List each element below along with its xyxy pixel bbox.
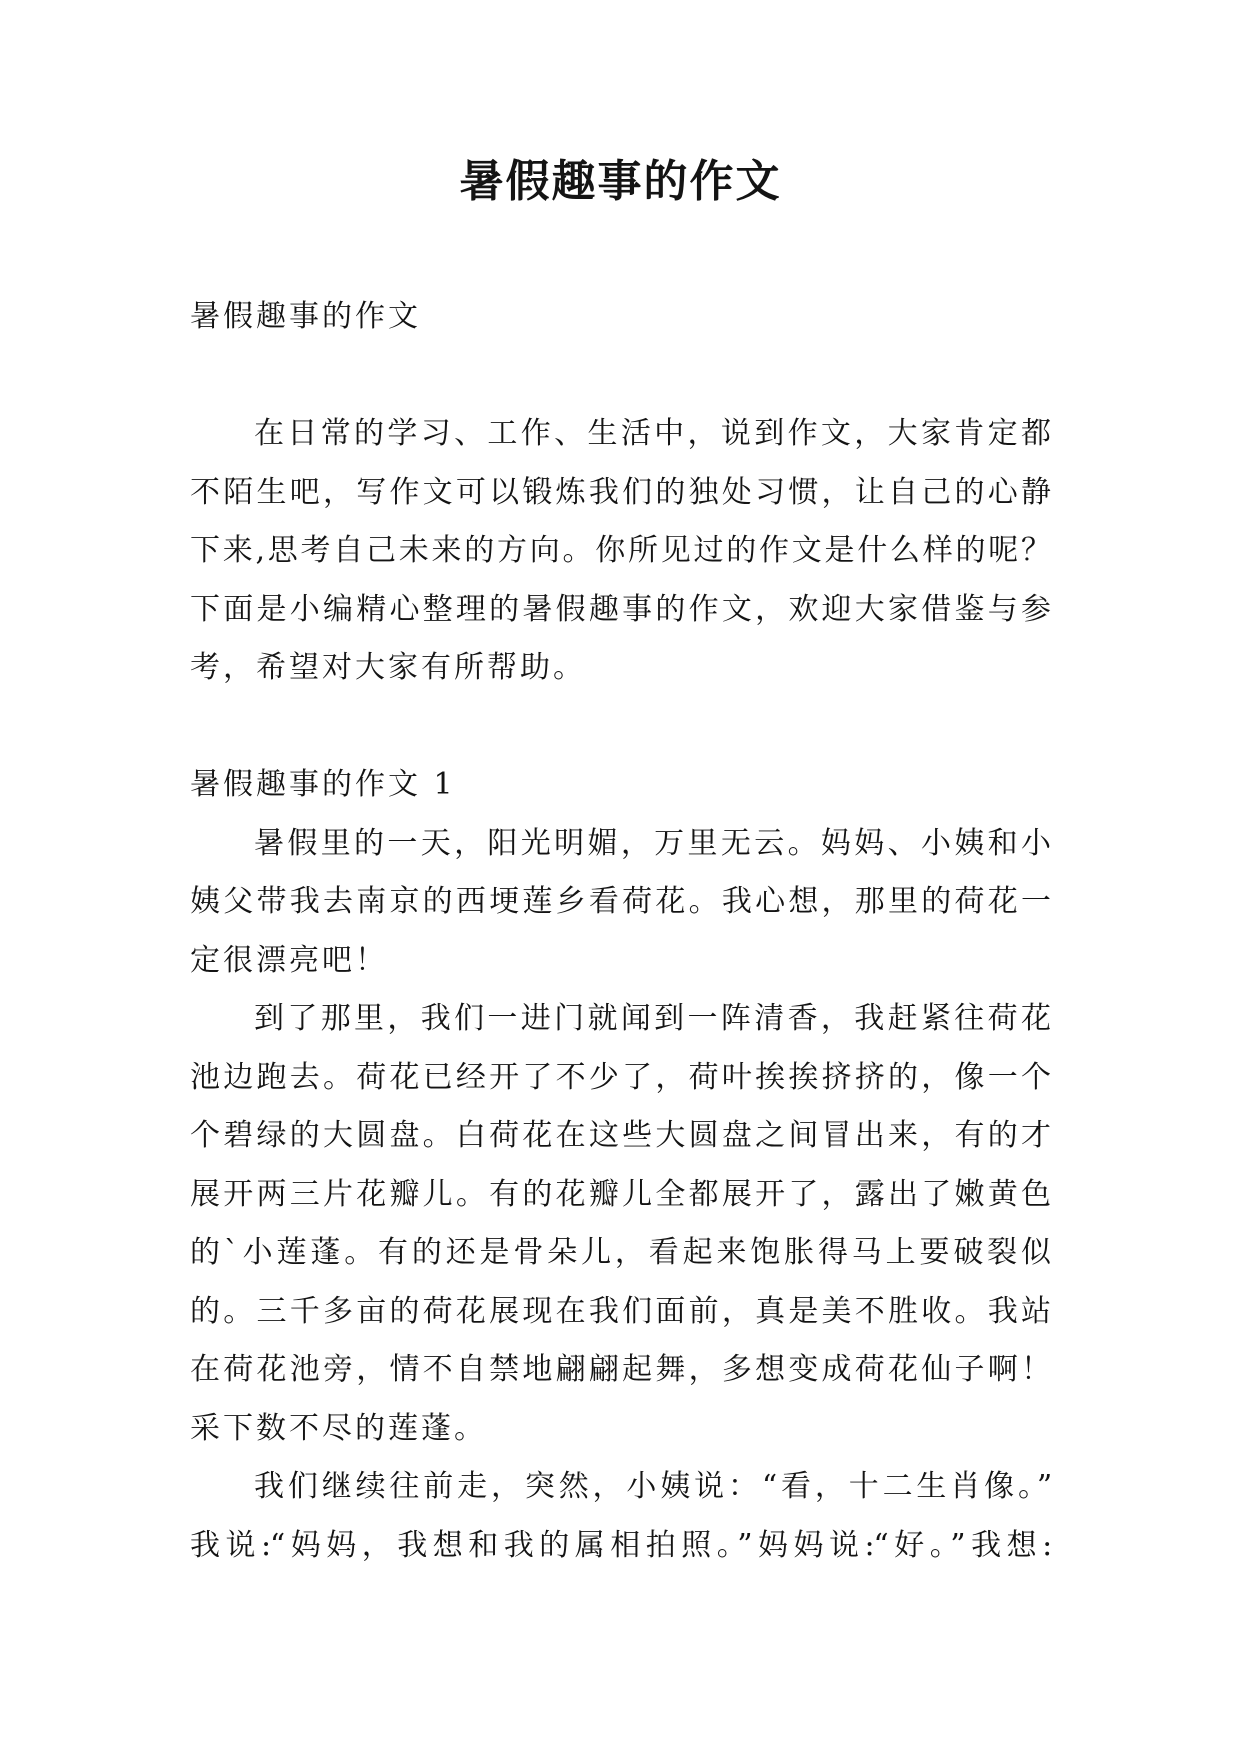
- text-line: 暑假里的一天，阳光明媚，万里无云。妈妈、小姨和小: [254, 825, 1051, 861]
- text-line: 我说:“妈妈，我想和我的属相拍照。”妈妈说:“好。”我想:: [190, 1527, 1051, 1563]
- document-body: [190, 288, 1051, 1575]
- section-heading: 暑假趣事的作文 1: [190, 767, 456, 802]
- text-line: 在荷花池旁，情不自禁地翩翩起舞，多想变成荷花仙子啊！: [190, 1352, 1051, 1387]
- text-line: 下来,思考自己未来的方向。你所见过的作文是什么样的呢？: [190, 533, 1051, 568]
- text-line: 在日常的学习、工作、生活中，说到作文，大家肯定都: [254, 416, 1051, 451]
- text-line: 下面是小编精心整理的暑假趣事的作文，欢迎大家借鉴与参: [190, 591, 1051, 627]
- document-title: 暑假趣事的作文: [459, 156, 782, 207]
- text-line: 我们继续往前走，突然，小姨说：“看，十二生肖像。”: [254, 1469, 1051, 1504]
- text-line: 不陌生吧，写作文可以锻炼我们的独处习惯，让自己的心静: [190, 474, 1051, 510]
- text-line: 的`小莲蓬。有的还是骨朵儿，看起来饱胀得马上要破裂似: [190, 1235, 1051, 1270]
- text-line: 采下数不尽的莲蓬。: [190, 1410, 487, 1446]
- text-line: 考，希望对大家有所帮助。: [190, 650, 586, 685]
- text-line: 姨父带我去南京的西埂莲乡看荷花。我心想，那里的荷花一: [190, 884, 1051, 919]
- blank-line: [190, 347, 1051, 406]
- blank-line: [190, 698, 1051, 757]
- paragraph: [190, 990, 1051, 1458]
- text-line: 到了那里，我们一进门就闻到一阵清香，我赶紧往荷花: [254, 1001, 1051, 1036]
- intro-paragraph: [190, 405, 1051, 698]
- text-line: 的。三千多亩的荷花展现在我们面前，真是美不胜收。我站: [190, 1293, 1051, 1329]
- document-subtitle: 暑假趣事的作文: [190, 299, 421, 334]
- text-line: 展开两三片花瓣儿。有的花瓣儿全都展开了，露出了嫩黄色: [190, 1176, 1051, 1212]
- paragraph: [190, 1458, 1051, 1575]
- text-line: 个碧绿的大圆盘。白荷花在这些大圆盘之间冒出来，有的才: [190, 1118, 1051, 1153]
- text-line: 池边跑去。荷花已经开了不少了，荷叶挨挨挤挤的，像一个: [190, 1059, 1051, 1095]
- text-line: 定很漂亮吧！: [190, 942, 388, 978]
- paragraph: [190, 815, 1051, 991]
